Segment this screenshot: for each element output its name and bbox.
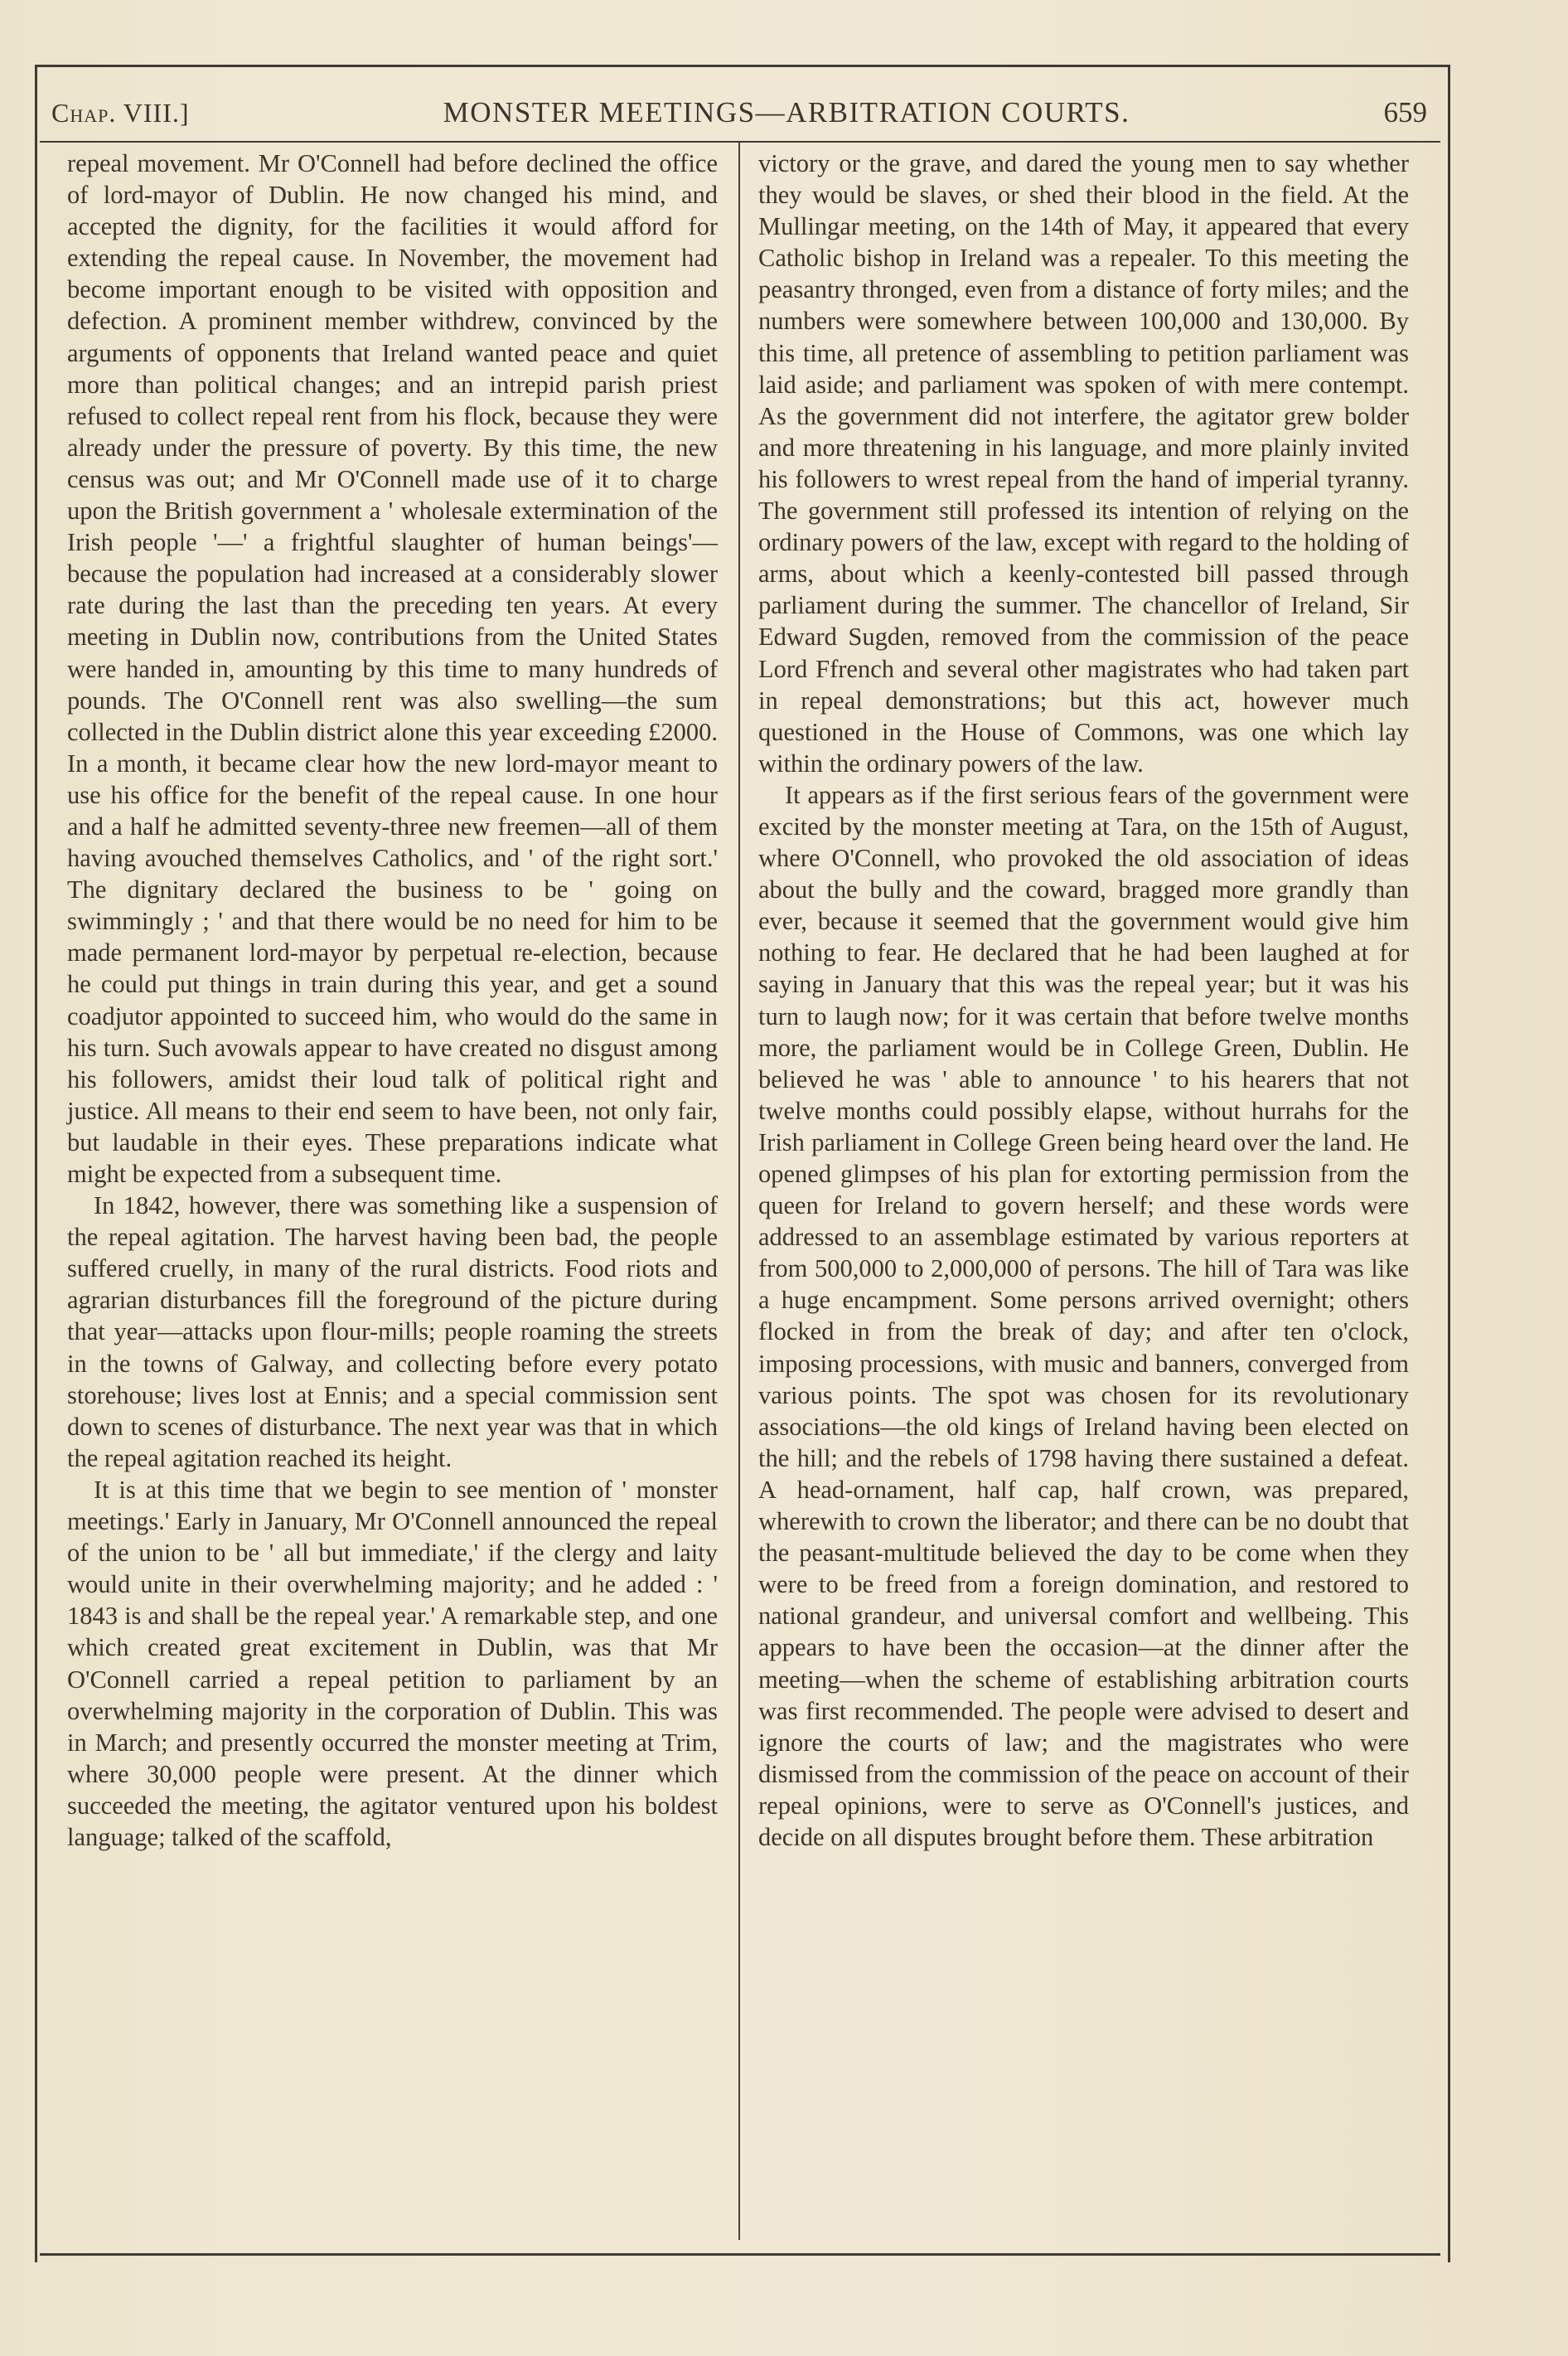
header-rule — [40, 141, 1440, 143]
running-header — [51, 90, 1427, 136]
paragraph: In 1842, however, there was something like a suspension of the repeal agitation. The harvest having been bad, the people suffered cruelly, in many of the rural districts. Food riots and agrarian disturbances fill the foreground of the picture during that year—attacks upon flour-mills; people roaming the streets in the towns of Galway, and collecting before every potato storehouse; lives lost at Ennis; and a special commission sent down to scenes of disturbance. The next year was that in which the repeal agitation reached its height. — [67, 1191, 718, 1472]
running-title: MONSTER MEETINGS—ARBITRATION COURTS. — [443, 96, 1130, 128]
footer-rule — [40, 2253, 1440, 2256]
paragraph: It is at this time that we begin to see mention of ' monster meetings.' Early in January, Mr O'Connell announced the repeal of the union to be ' all but immediate,' if the clergy and laity would unite in their overwhelming majority; and he added : ' 1843 is and shall be the repeal year.' A remarkable step, and one which created great excitement in Dublin, was that Mr O'Connell carried a repeal petition to parliament by an overwhelming majority in the corporation of Dublin. This was in March; and presently occurred the monster meeting at Trim, where 30,000 people were present. At the dinner which succeeded the meeting, the agitator ventured upon his boldest language; talked of the scaffold, — [67, 1475, 718, 1851]
page-number: 659 — [1383, 96, 1427, 128]
paragraph: repeal movement. Mr O'Connell had before declined the office of lord-mayor of Dublin. He now changed his mind, and accepted the dignity, for the facilities it would afford for extending the repeal cause. In November, the movement had become important enough to be visited with opposition and defection. A prominent member withdrew, convinced by the arguments of opponents that Ireland wanted peace and quiet more than political changes; and an intrepid parish priest refused to collect repeal rent from his flock, because they were already under the pressure of poverty. By this time, the new census was out; and Mr O'Connell made use of it to charge upon the British government a ' wholesale extermination of the Irish people '—' a frightful slaughter of human beings'—because the population had increased at a considerably slower rate during the last than the preceding ten years. At every meeting in Dublin now, contributions from the United States were handed in, amounting by this time to many hundreds of pounds. The O'Connell rent was also swelling—the sum collected in the Dublin district alone this year exceeding £2000. In a month, it became clear how the new lord-mayor meant to use his office for the benefit of the repeal cause. In one hour and a half he admitted seventy-three new freemen—all of them having avouched themselves Catholics, and ' of the right sort.' The dignitary declared the business to be ' going on swimmingly ; ' and that there would be no need for him to be made permanent lord-mayor by perpetual re-election, because he could put things in train during this year, and get a sound coadjutor appointed to succeed him, who would do the same in his turn. Such avowals appear to have created no disgust among his followers, amidst their loud talk of political right and justice. All means to their end seem to have been, not only fair, but laudable in their eyes. These preparations indicate what might be expected from a subsequent time. — [67, 149, 718, 1188]
paragraph: It appears as if the first serious fears of the government were excited by the monster meeting at Tara, on the 15th of August, where O'Connell, who provoked the old association of ideas about the bully and the coward, bragged more grandly than ever, because it seemed that the government would give him nothing to fear. He declared that he had been laughed at for saying in January that this was the repeal year; but it was his turn to laugh now; for it was certain that before twelve months more, the parliament would be in College Green, Dublin. He believed he was ' able to announce ' to his hearers that not twelve months could possibly elapse, without hurrahs for the Irish parliament in College Green being heard over the land. He opened glimpses of his plan for extorting permission from the queen for Ireland to govern herself; and these words were addressed to an assemblage estimated by various reporters at from 500,000 to 2,000,000 of persons. The hill of Tara was like a huge encampment. Some persons arrived overnight; others flocked in from the break of day; and after ten o'clock, imposing processions, with music and banners, converged from various points. The spot was chosen for its revolutionary associations—the old kings of Ireland having been elected on the hill; and the rebels of 1798 having there sustained a defeat. A head-ornament, half cap, half crown, was prepared, wherewith to crown the liberator; and there can be no doubt that the peasant-multitude believed the day to be come when they were to be freed from a foreign domination, and restored to national grandeur, and universal comfort and wellbeing. This appears to have been the occasion—at the dinner after the meeting—when the scheme of establishing arbitration courts was first recommended. The people were advised to desert and ignore the courts of law; and the magistrates who were dismissed from the commission of the peace on account of their repeal opinions, were to serve as O'Connell's justices, and decide on all disputes brought before them. These arbitration — [758, 780, 1409, 1851]
paragraph: victory or the grave, and dared the young men to say whether they would be slaves, or shed their blood in the field. At the Mullingar meeting, on the 14th of May, it appeared that every Catholic bishop in Ireland was a repealer. To this meeting the peasantry thronged, even from a distance of forty miles; and the numbers were somewhere between 100,000 and 130,000. By this time, all pretence of assembling to petition parliament was laid aside; and parliament was spoken of with mere contempt. As the government did not interfere, the agitator grew bolder and more threatening in his language, and more plainly invited his followers to wrest repeal from the hand of imperial tyranny. The government still professed its intention of relying on the ordinary powers of the law, except with regard to the holding of arms, about which a keenly-contested bill passed through parliament during the summer. The chancellor of Ireland, Sir Edward Sugden, removed from the commission of the peace Lord Ffrench and several other magistrates who had taken part in repeal demonstrations; but this act, however much questioned in the House of Commons, was one which lay within the ordinary powers of the law. — [758, 149, 1409, 778]
chapter-label: Chap. VIII.] — [51, 97, 190, 128]
right-column — [758, 148, 1409, 1853]
column-divider — [738, 143, 740, 2240]
left-column — [67, 148, 718, 1853]
